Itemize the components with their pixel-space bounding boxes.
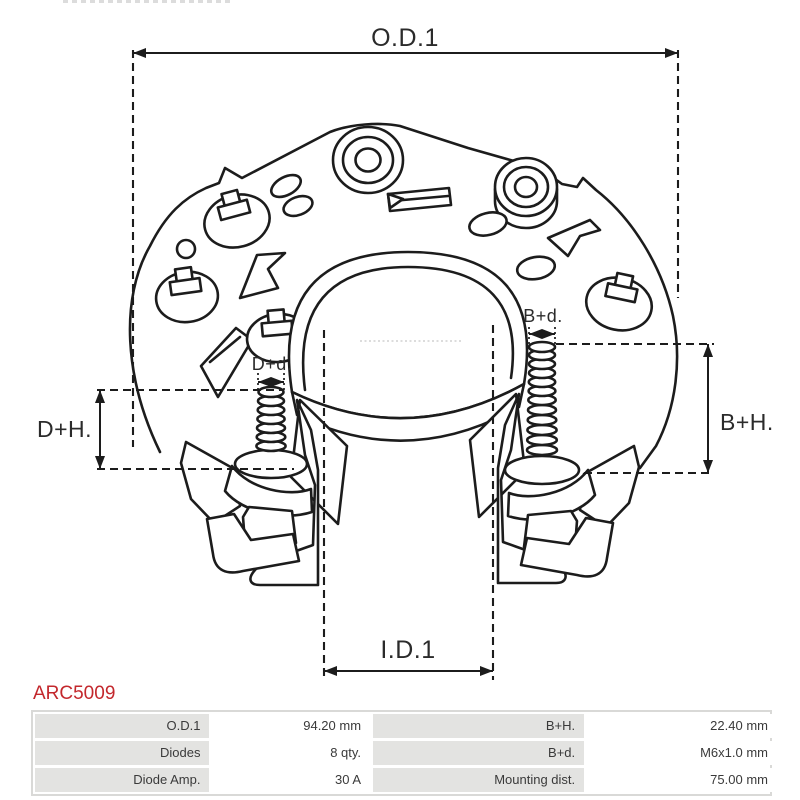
spec-value: 22.40 mm xyxy=(587,714,777,738)
spec-label: Diode Amp. xyxy=(35,768,209,792)
spec-label: Diodes xyxy=(35,741,209,765)
od1-label: O.D.1 xyxy=(371,24,439,52)
spec-value: M6x1.0 mm xyxy=(587,741,777,765)
mounting-boss-top xyxy=(333,127,403,193)
spec-label: O.D.1 xyxy=(35,714,209,738)
spec-label: Mounting dist. xyxy=(373,768,584,792)
bh-label: B+H. xyxy=(720,409,774,435)
spec-value: 75.00 mm xyxy=(587,768,777,792)
spec-value: 30 A xyxy=(212,768,370,792)
bd-label: B+d. xyxy=(523,306,563,326)
dh-label: D+H. xyxy=(36,416,92,442)
spec-label: B+H. xyxy=(373,714,584,738)
spec-value: 8 qty. xyxy=(212,741,370,765)
spec-value: 94.20 mm xyxy=(212,714,370,738)
dd-label: D+d. xyxy=(251,354,293,374)
spec-label: B+d. xyxy=(373,741,584,765)
part-number-link[interactable]: ARC5009 xyxy=(33,683,116,704)
id1-label: I.D.1 xyxy=(380,636,436,664)
spec-table xyxy=(31,710,772,796)
